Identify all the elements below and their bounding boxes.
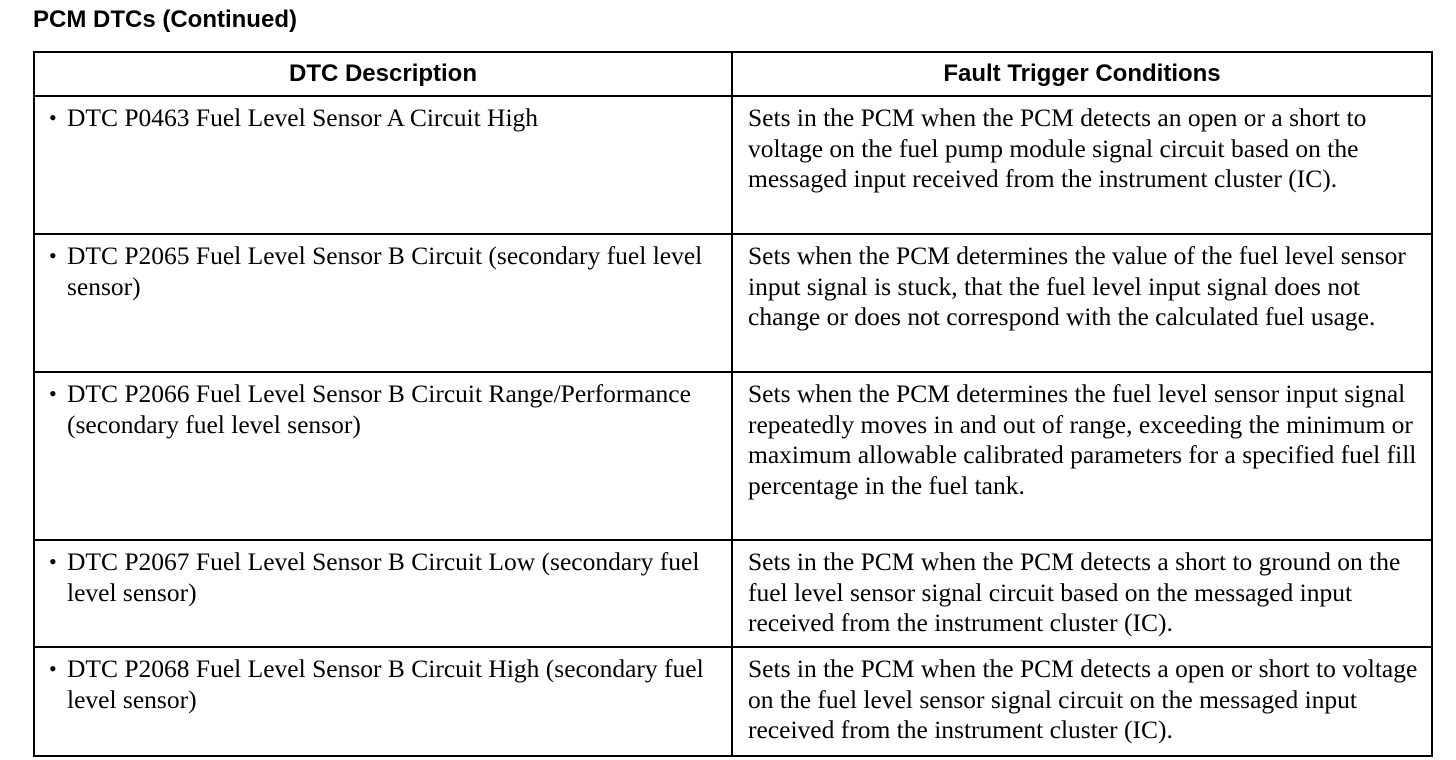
dtc-description-cell (34, 372, 732, 540)
fault-trigger-condition-cell: Sets when the PCM determines the fuel level sensor input signal repeatedly moves in and out of range, exceeding the minimum or maximum allowable calibrated parameters for a specified fuel fill percentage in the fuel tank. (732, 372, 1432, 540)
fault-trigger-condition-cell: Sets in the PCM when the PCM detects an open or a short to voltage on the fuel pump module signal circuit based on the messaged input received from the instrument cluster (IC). (732, 96, 1432, 234)
dtc-description-text: DTC P2067 Fuel Level Sensor B Circuit Low (secondary fuel level sensor) (67, 547, 700, 607)
dtc-description-cell (34, 540, 732, 647)
bullet-icon: • (49, 656, 57, 681)
table-row (34, 647, 1432, 756)
bullet-icon: • (49, 243, 57, 268)
bullet-icon: • (49, 105, 57, 130)
header-fault-trigger-conditions: Fault Trigger Conditions (732, 52, 1432, 96)
fault-trigger-condition-cell: Sets in the PCM when the PCM detects a short to ground on the fuel level sensor signal circuit based on the messaged input received from the instrument cluster (IC). (732, 540, 1432, 647)
fault-trigger-condition-cell: Sets in the PCM when the PCM detects a open or short to voltage on the fuel level sensor signal circuit on the messaged input received from the instrument cluster (IC). (732, 647, 1432, 756)
dtc-description-text: DTC P0463 Fuel Level Sensor A Circuit High (67, 103, 539, 132)
dtc-description-cell (34, 234, 732, 372)
header-dtc-description: DTC Description (34, 52, 732, 96)
table-row (34, 234, 1432, 372)
page-title: PCM DTCs (Continued) (33, 6, 297, 33)
dtc-table (33, 51, 1433, 757)
dtc-description-cell (34, 647, 732, 756)
bullet-icon: • (49, 549, 57, 574)
fault-trigger-condition-cell: Sets when the PCM determines the value of the fuel level sensor input signal is stuck, that the fuel level input signal does not change or does not correspond with the calculated fuel usage. (732, 234, 1432, 372)
dtc-description-cell (34, 96, 732, 234)
table-header-row (34, 52, 1432, 96)
table-row (34, 540, 1432, 647)
table-row (34, 96, 1432, 234)
bullet-icon: • (49, 381, 57, 406)
dtc-description-text: DTC P2065 Fuel Level Sensor B Circuit (secondary fuel level sensor) (67, 241, 703, 301)
dtc-description-text: DTC P2066 Fuel Level Sensor B Circuit Range/Performance (secondary fuel level sensor) (67, 379, 691, 439)
table-row (34, 372, 1432, 540)
dtc-description-text: DTC P2068 Fuel Level Sensor B Circuit High (secondary fuel level sensor) (67, 654, 704, 714)
